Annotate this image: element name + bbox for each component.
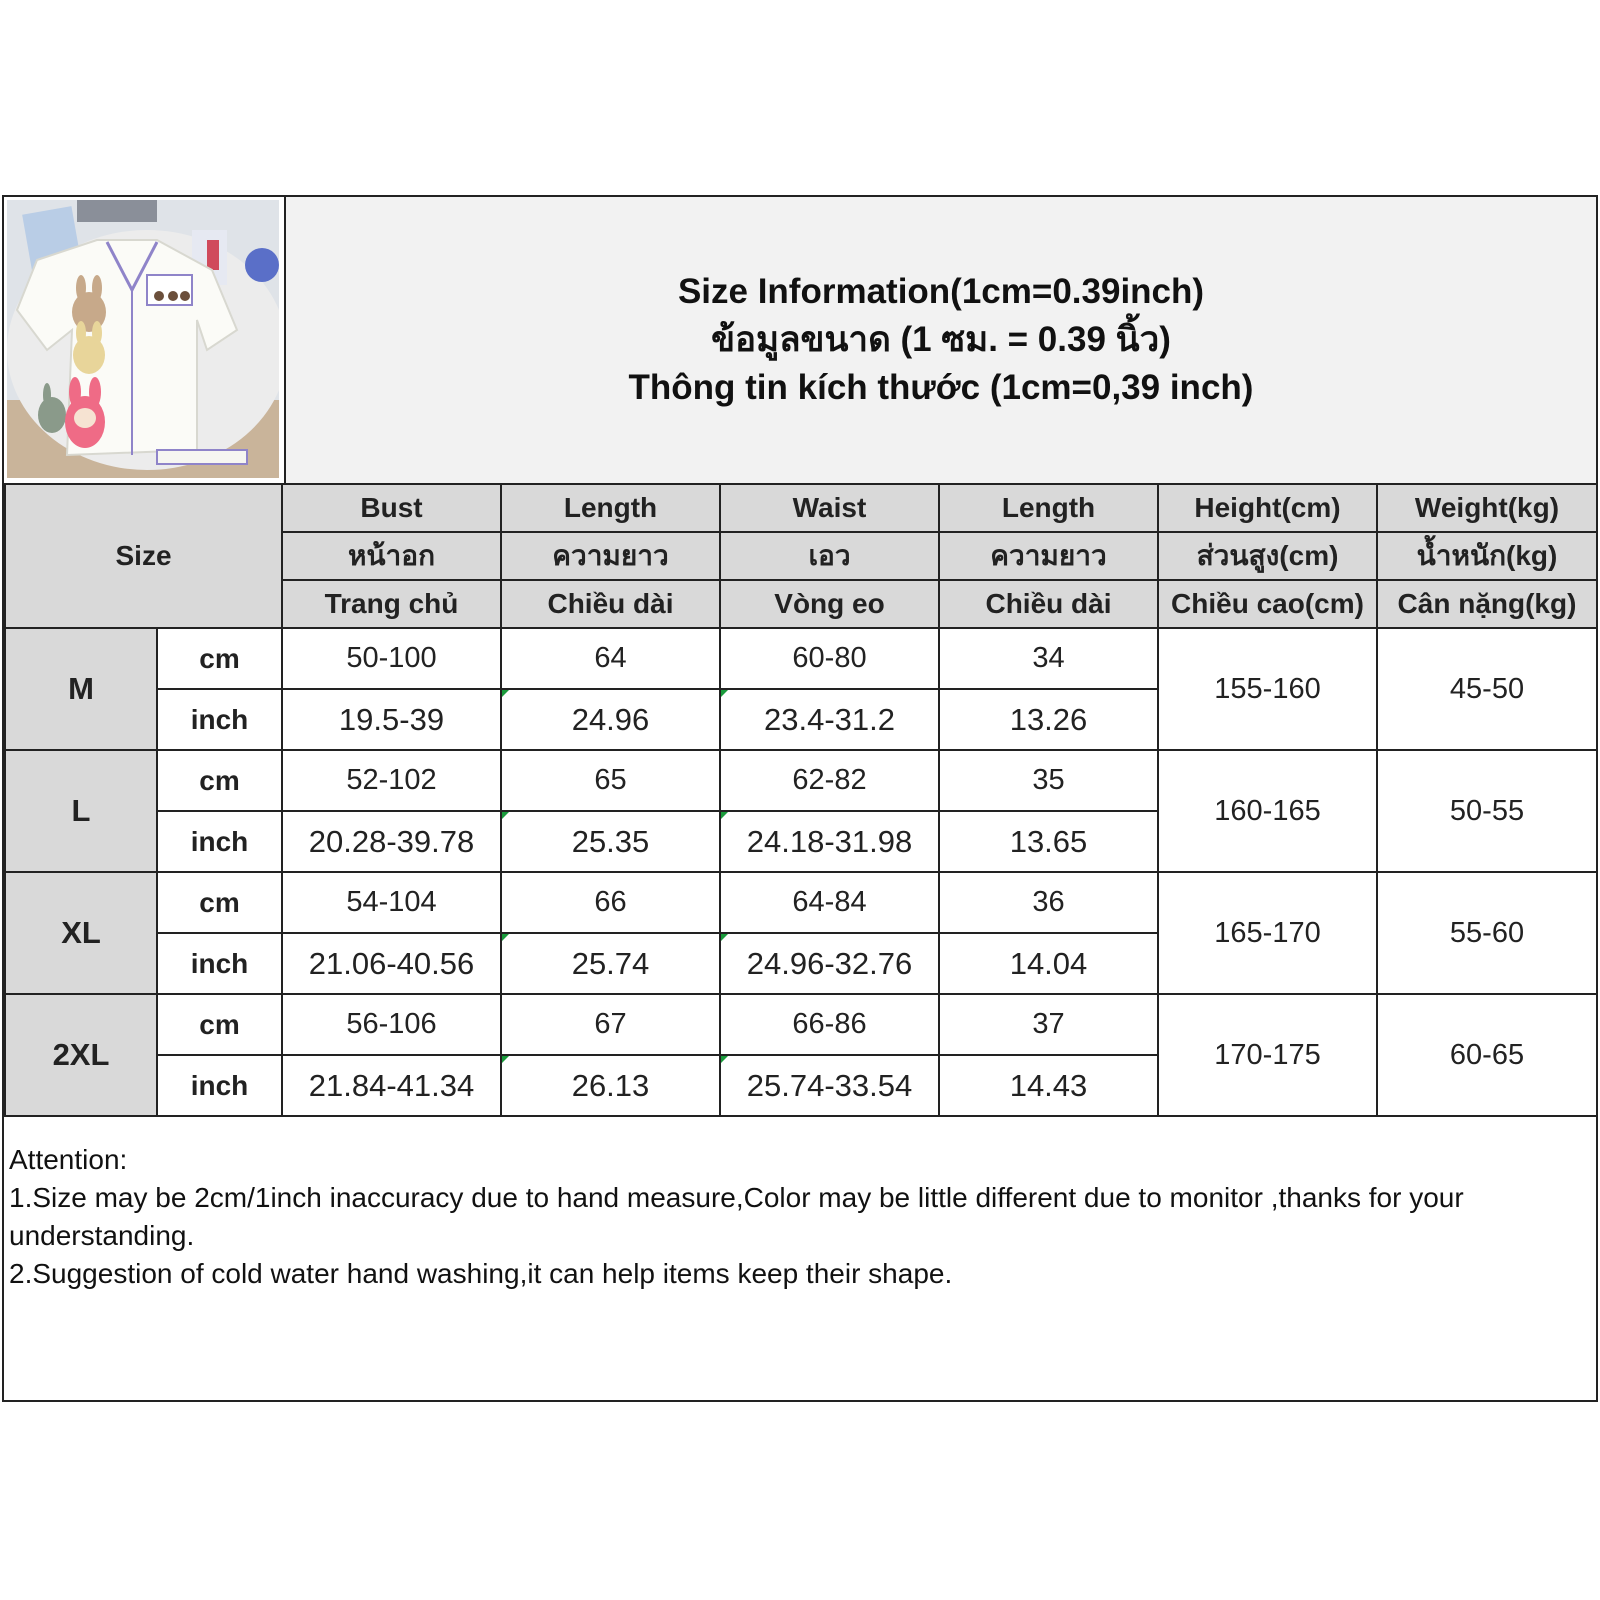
length-cell: 25.74 [501,933,720,994]
column-header: น้ำหนัก(kg) [1377,532,1597,580]
waist-cell: 25.74-33.54 [720,1055,939,1116]
column-header: Length [939,484,1158,532]
waist-cell: 24.18-31.98 [720,811,939,872]
height-cell: 155-160 [1158,628,1377,750]
unit-label: inch [157,1055,282,1116]
length-cell: 26.13 [501,1055,720,1116]
waist-cell: 64-84 [720,872,939,933]
weight-cell: 45-50 [1377,628,1597,750]
size-label: M [5,628,157,750]
length-cell: 24.96 [501,689,720,750]
bust-cell: 50-100 [282,628,501,689]
size-table [4,483,1598,1117]
bust-cell: 56-106 [282,994,501,1055]
unit-label: cm [157,750,282,811]
bust-cell: 20.28-39.78 [282,811,501,872]
unit-label: cm [157,872,282,933]
waist-cell: 23.4-31.2 [720,689,939,750]
weight-cell: 50-55 [1377,750,1597,872]
column-header: Length [501,484,720,532]
waist-cell: 62-82 [720,750,939,811]
column-header: Chiều cao(cm) [1158,580,1377,628]
column-header: ความยาว [501,532,720,580]
product-photo [7,200,279,478]
size-info-title [284,197,1596,483]
weight-cell: 55-60 [1377,872,1597,994]
size-label: XL [5,872,157,994]
table-row-l-cm [5,750,1597,811]
waist-cell: 66-86 [720,994,939,1055]
bust-cell: 21.06-40.56 [282,933,501,994]
pajama-set-image [7,200,279,478]
bust-cell: 54-104 [282,872,501,933]
length-cell: 13.65 [939,811,1158,872]
length-cell: 64 [501,628,720,689]
length-cell: 36 [939,872,1158,933]
bust-cell: 52-102 [282,750,501,811]
unit-label: inch [157,689,282,750]
waist-cell: 60-80 [720,628,939,689]
size-label: 2XL [5,994,157,1116]
column-header: Cân nặng(kg) [1377,580,1597,628]
note-item: 2.Suggestion of cold water hand washing,it can help items keep their shape. [9,1258,953,1289]
bust-cell: 21.84-41.34 [282,1055,501,1116]
length-cell: 14.43 [939,1055,1158,1116]
column-header: Weight(kg) [1377,484,1597,532]
height-cell: 165-170 [1158,872,1377,994]
note-item: 1.Size may be 2cm/1inch inaccuracy due to hand measure,Color may be little different due to monitor ,thanks for your understanding. [9,1182,1464,1251]
height-cell: 160-165 [1158,750,1377,872]
length-cell: 67 [501,994,720,1055]
weight-cell: 60-65 [1377,994,1597,1116]
column-header: Waist [720,484,939,532]
unit-label: cm [157,994,282,1055]
column-header: Chiều dài [939,580,1158,628]
length-cell: 13.26 [939,689,1158,750]
column-header: เอว [720,532,939,580]
header-area [4,197,1596,485]
unit-label: inch [157,933,282,994]
size-header: Size [5,484,282,628]
length-cell: 37 [939,994,1158,1055]
column-header: Trang chủ [282,580,501,628]
column-header: ความยาว [939,532,1158,580]
table-row-2xl-cm [5,994,1597,1055]
height-cell: 170-175 [1158,994,1377,1116]
length-cell: 25.35 [501,811,720,872]
size-label: L [5,750,157,872]
column-header: Height(cm) [1158,484,1377,532]
length-cell: 66 [501,872,720,933]
length-cell: 34 [939,628,1158,689]
column-header: Bust [282,484,501,532]
column-header: Vòng eo [720,580,939,628]
title-thai: ข้อมูลขนาด (1 ซม. = 0.39 นิ้ว) [711,320,1171,359]
bust-cell: 19.5-39 [282,689,501,750]
waist-cell: 24.96-32.76 [720,933,939,994]
table-row-xl-cm [5,872,1597,933]
title-vietnamese: Thông tin kích thước (1cm=0,39 inch) [628,368,1254,407]
notes-heading: Attention: [9,1144,128,1175]
unit-label: inch [157,811,282,872]
attention-notes [9,1141,1589,1293]
size-chart-sheet [2,195,1598,1402]
column-header: ส่วนสูง(cm) [1158,532,1377,580]
title-english: Size Information(1cm=0.39inch) [677,272,1205,311]
column-header: Chiều dài [501,580,720,628]
unit-label: cm [157,628,282,689]
header-row-english [5,484,1597,532]
table-row-m-cm [5,628,1597,689]
column-header: หน้าอก [282,532,501,580]
length-cell: 65 [501,750,720,811]
length-cell: 35 [939,750,1158,811]
length-cell: 14.04 [939,933,1158,994]
